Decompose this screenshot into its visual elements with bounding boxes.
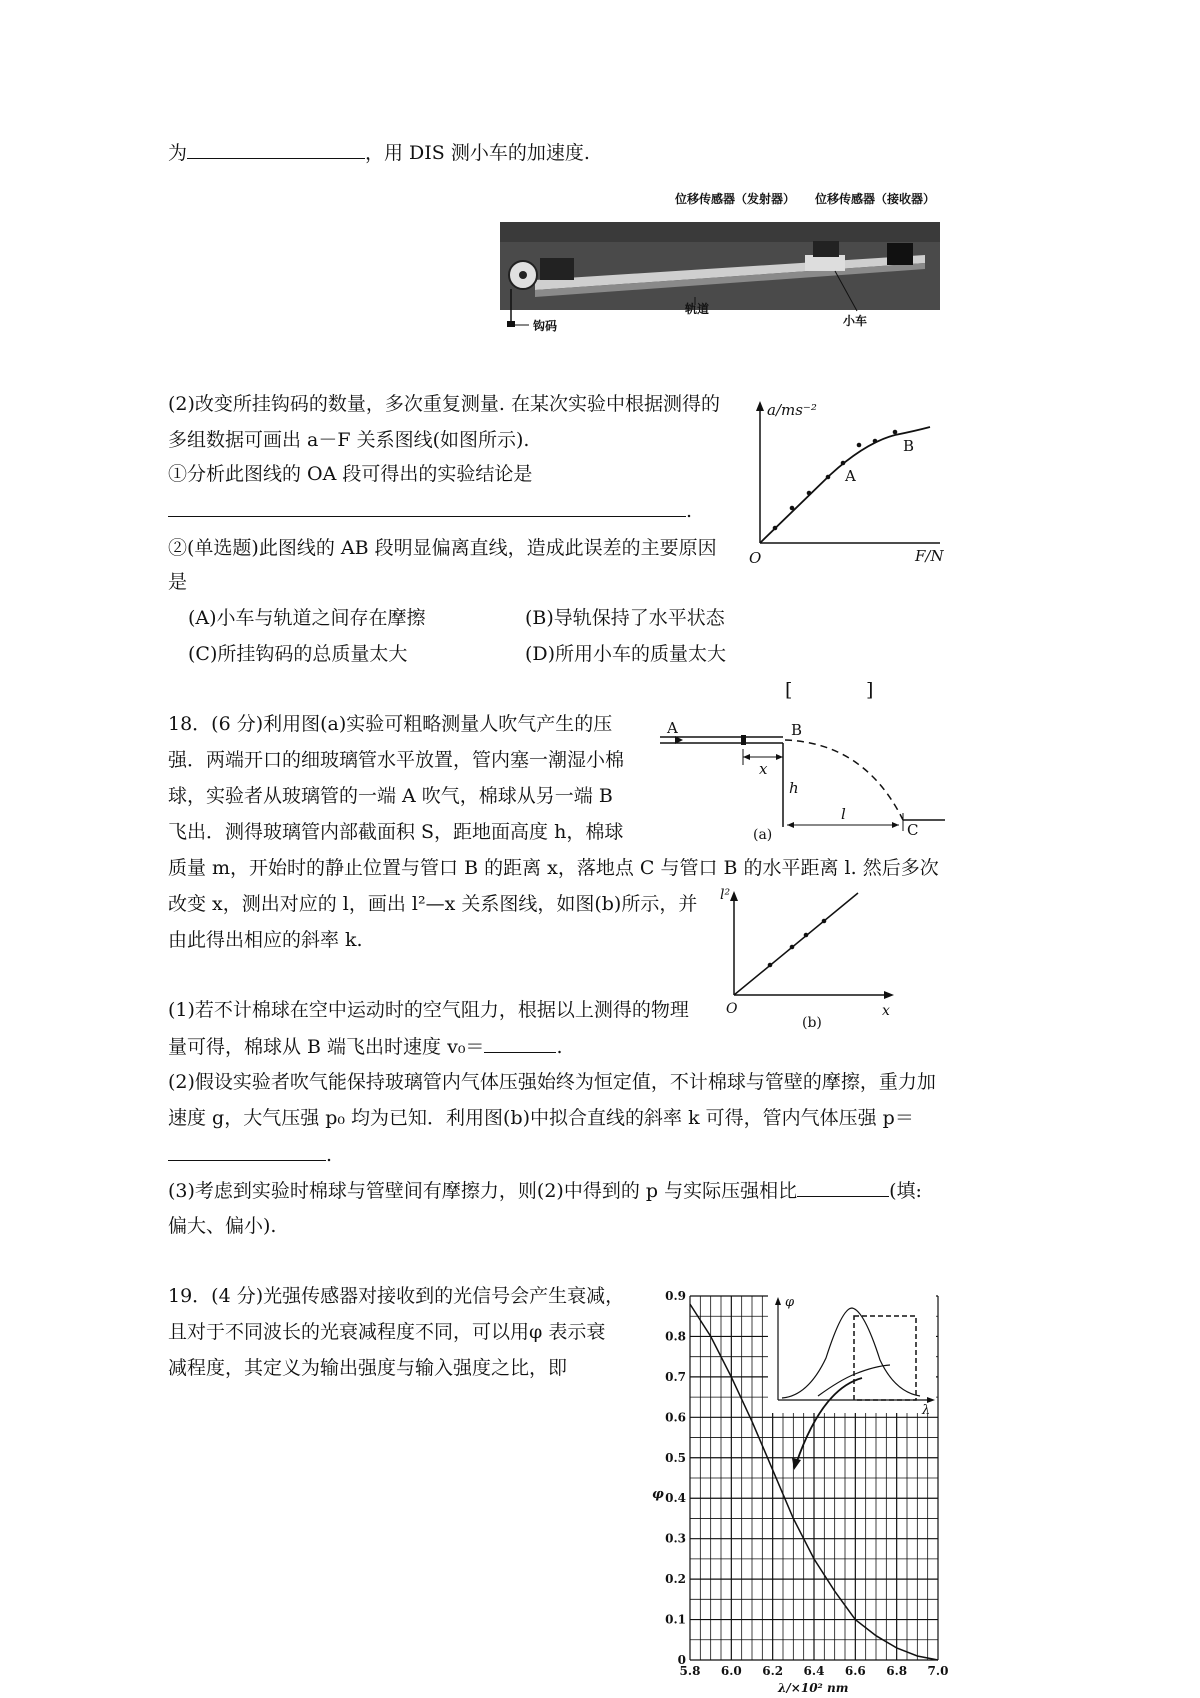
y-tick-label: 0.8 bbox=[665, 1329, 686, 1344]
inset-plot bbox=[768, 1293, 936, 1418]
text-line: 18．(6 分)利用图(a)实验可粗略测量人吹气产生的压 bbox=[168, 713, 613, 735]
text-line: 偏大、偏小). bbox=[168, 1215, 277, 1237]
text-line bbox=[168, 140, 590, 165]
figure-a bbox=[655, 715, 945, 845]
text-line: (2)改变所挂钩码的数量，多次重复测量. 在某次实验中根据测得的 bbox=[168, 393, 720, 415]
text: (3)考虑到实验时棉球与管壁间有摩擦力，则(2)中得到的 p 与实际压强相比 bbox=[168, 1180, 798, 1202]
y-tick-labels bbox=[665, 1289, 686, 1667]
point-b-label: B bbox=[903, 437, 915, 455]
text-line: ②(单选题)此图线的 AB 段明显偏离直线，造成此误差的主要原因 bbox=[168, 537, 717, 559]
text-line: 速度 g，大气压强 p₀ 均为已知．利用图(b)中拟合直线的斜率 k 可得，管内气体压强 p＝ bbox=[168, 1107, 914, 1129]
label-receiver: 位移传感器（接收器） bbox=[815, 192, 936, 206]
label-h: h bbox=[789, 779, 799, 797]
text-line bbox=[168, 1034, 562, 1059]
y-tick-label: 0.6 bbox=[665, 1410, 686, 1425]
label-x: x bbox=[759, 760, 768, 778]
text: . bbox=[556, 1036, 563, 1058]
text-line: (2)假设实验者吹气能保持玻璃管内气体压强始终为恒定值，不计棉球与管壁的摩擦，重力加 bbox=[168, 1071, 936, 1093]
text: (填: bbox=[889, 1180, 922, 1202]
text-line: 强．两端开口的细玻璃管水平放置，管内塞一潮湿小棉 bbox=[168, 749, 625, 771]
label-weight: 钩码 bbox=[533, 319, 558, 333]
text-line: 由此得出相应的斜率 k. bbox=[168, 929, 363, 951]
y-tick-label: 0.4 bbox=[665, 1491, 686, 1506]
text-line: 减程度，其定义为输出强度与输入强度之比，即 bbox=[168, 1357, 568, 1379]
y-axis-label: φ bbox=[652, 1487, 664, 1502]
cotton-ball-shape bbox=[741, 735, 746, 745]
figure-b bbox=[720, 885, 900, 1035]
y-tick-label: 0.1 bbox=[665, 1612, 686, 1627]
label-l: l bbox=[841, 805, 846, 823]
text-line: 19．(4 分)光强传感器对接收到的光信号会产生衰减， bbox=[168, 1285, 625, 1307]
y-label: l² bbox=[720, 887, 731, 903]
origin-label: O bbox=[749, 549, 762, 567]
text-line: 多组数据可画出 a－F 关系图线(如图所示). bbox=[168, 429, 530, 451]
y-tick-label: 0.5 bbox=[665, 1450, 686, 1465]
x-tick-label: 6.2 bbox=[762, 1664, 784, 1678]
answer-blank[interactable] bbox=[168, 1142, 326, 1161]
text-line bbox=[168, 498, 692, 523]
text: . bbox=[326, 1144, 333, 1166]
x-tick-label: 5.8 bbox=[679, 1664, 701, 1678]
text-line bbox=[168, 1142, 332, 1167]
text-line bbox=[168, 1178, 922, 1203]
figure-b-caption: (b) bbox=[802, 1015, 822, 1031]
y-tick-label: 0.9 bbox=[665, 1289, 686, 1303]
text: 为 bbox=[168, 142, 188, 164]
text: ，用 DIS 测小车的加速度. bbox=[365, 142, 590, 164]
inset-y-label: φ bbox=[785, 1295, 795, 1310]
attenuation-chart bbox=[650, 1288, 950, 1696]
option-d[interactable]: (D)所用小车的质量太大 bbox=[525, 643, 727, 665]
cart-shape bbox=[805, 255, 845, 271]
option-b[interactable]: (B)导轨保持了水平状态 bbox=[525, 607, 725, 629]
text-line: ①分析此图线的 OA 段可得出的实验结论是 bbox=[168, 463, 533, 485]
text: 量可得，棉球从 B 端飞出时速度 v₀＝ bbox=[168, 1036, 485, 1058]
text-line: 是 bbox=[168, 571, 188, 593]
label-cart: 小车 bbox=[843, 314, 868, 328]
figure-a-caption: (a) bbox=[753, 827, 773, 843]
label-b: B bbox=[791, 721, 803, 739]
y-tick-label: 0.3 bbox=[665, 1531, 686, 1546]
text-line: 飞出．测得玻璃管内部截面积 S，距地面高度 h，棉球 bbox=[168, 821, 624, 843]
label-emitter: 位移传感器（发射器） bbox=[675, 192, 796, 206]
text-line: 球，实验者从玻璃管的一端 A 吹气，棉球从另一端 B bbox=[168, 785, 613, 807]
answer-blank[interactable] bbox=[168, 498, 686, 517]
answer-blank[interactable] bbox=[484, 1034, 556, 1053]
text-line: 且对于不同波长的光衰减程度不同，可以用φ 表示衰 bbox=[168, 1321, 606, 1343]
x-tick-labels bbox=[680, 1664, 949, 1678]
apparatus-photo bbox=[495, 185, 945, 345]
inset-x-label: λ bbox=[922, 1403, 931, 1418]
y-tick-label: 0 bbox=[677, 1653, 686, 1667]
fit-line bbox=[734, 893, 858, 995]
label-c: C bbox=[907, 821, 919, 839]
data-points bbox=[773, 430, 898, 531]
text-line: 质量 m，开始时的静止位置与管口 B 的距离 x，落地点 C 与管口 B 的水平距离 l. 然后多次 bbox=[168, 857, 939, 879]
answer-blank[interactable] bbox=[187, 140, 365, 159]
receiver-shape bbox=[887, 243, 913, 265]
x-tick-label: 6.6 bbox=[844, 1664, 866, 1678]
x-tick-label: 6.0 bbox=[720, 1664, 742, 1678]
y-tick-label: 0.7 bbox=[665, 1369, 686, 1384]
answer-blank[interactable] bbox=[797, 1178, 889, 1197]
x-axis-label: λ/×10² nm bbox=[778, 1681, 849, 1695]
y-tick-label: 0.2 bbox=[665, 1572, 686, 1587]
x-tick-label: 7.0 bbox=[927, 1664, 949, 1678]
a-f-graph bbox=[745, 395, 945, 570]
origin-label: O bbox=[726, 1001, 738, 1017]
text: . bbox=[686, 500, 693, 522]
x-label: x bbox=[882, 1003, 890, 1019]
option-c[interactable]: (C)所挂钩码的总质量太大 bbox=[188, 643, 408, 665]
label-a: A bbox=[667, 719, 678, 737]
option-a[interactable]: (A)小车与轨道之间存在摩擦 bbox=[188, 607, 426, 629]
answer-bracket-left: [ bbox=[785, 679, 793, 701]
x-tick-label: 6.4 bbox=[803, 1664, 825, 1678]
x-tick-label: 6.8 bbox=[886, 1664, 908, 1678]
text-line: (1)若不计棉球在空中运动时的空气阻力，根据以上测得的物理 bbox=[168, 999, 689, 1021]
y-label: a/ms⁻² bbox=[767, 401, 817, 419]
x-label: F/N bbox=[915, 547, 944, 565]
point-a-label: A bbox=[845, 467, 856, 485]
label-track: 轨道 bbox=[685, 302, 710, 316]
answer-bracket-right: ] bbox=[866, 679, 874, 701]
y-axis-arrow bbox=[756, 401, 764, 411]
text-line: 改变 x，测出对应的 l，画出 l²—x 关系图线，如图(b)所示，并 bbox=[168, 893, 698, 915]
